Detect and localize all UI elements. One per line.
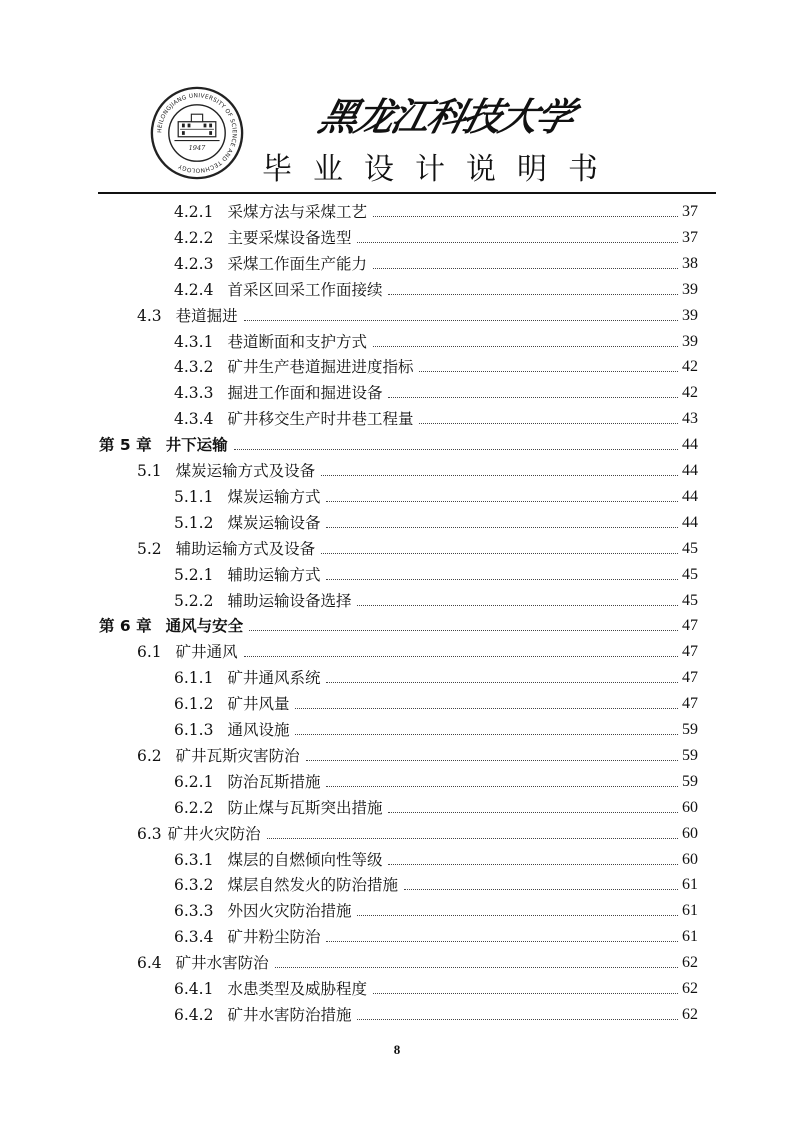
toc-entry [174, 714, 698, 740]
toc-leader-dots [404, 889, 678, 890]
toc-entry-number: 4.3.3 [174, 384, 214, 403]
toc-entry-number: 6.3.4 [174, 928, 214, 947]
toc-entry [174, 403, 698, 429]
toc-entry-page: 45 [682, 591, 698, 609]
toc-entry-page: 44 [682, 436, 698, 454]
toc-leader-dots [321, 475, 678, 476]
toc-entry-number: 4.3.4 [174, 410, 214, 429]
toc-entry [174, 895, 698, 921]
toc-leader-dots [244, 320, 678, 321]
toc-entry-page: 61 [682, 876, 698, 894]
toc-leader-dots [326, 501, 678, 502]
toc-leader-dots [419, 371, 678, 372]
toc-leader-dots [234, 449, 678, 450]
toc-leader-dots [373, 993, 678, 994]
toc-leader-dots [321, 553, 678, 554]
toc-leader-dots [244, 656, 678, 657]
toc-entry-title: 矿井粉尘防治 [227, 928, 321, 947]
toc-entry-title: 辅助运输设备选择 [227, 591, 352, 610]
toc-entry-title: 辅助运输方式及设备 [175, 539, 316, 558]
toc-leader-dots [357, 242, 678, 243]
toc-entry-title: 矿井风量 [227, 695, 290, 714]
toc-entry-title: 煤炭运输方式及设备 [175, 462, 316, 480]
toc-leader-dots [373, 216, 678, 217]
toc-entry-title: 巷道掘进 [175, 306, 238, 325]
toc-leader-dots [326, 941, 678, 942]
toc-leader-dots [357, 605, 678, 606]
toc-entry [174, 222, 698, 248]
toc-leader-dots [267, 838, 678, 839]
toc-leader-dots [357, 1019, 678, 1020]
toc-entry [174, 792, 698, 818]
page-header [0, 0, 794, 196]
toc-entry-title: 采煤方法与采煤工艺 [227, 203, 367, 221]
toc-entry-page: 47 [682, 695, 698, 713]
toc-entry-title: 首采区回采工作面接续 [227, 280, 383, 299]
toc-entry-page: 61 [682, 902, 698, 920]
toc-entry-number: 6.1.2 [174, 695, 214, 714]
toc-entry-title: 矿井水害防治 [175, 954, 269, 973]
toc-entry-title: 矿井水害防治措施 [227, 1005, 352, 1024]
toc-entry-number: 第 5 章 [99, 436, 152, 455]
toc-entry-number: 4.2.1 [174, 203, 214, 221]
toc-entry-page: 45 [682, 539, 698, 557]
toc-entry-page: 47 [682, 669, 698, 687]
toc-entry-title: 通风与安全 [165, 617, 244, 636]
header-rule [98, 192, 716, 194]
toc-entry-number: 5.1 [137, 462, 162, 480]
toc-entry [99, 429, 698, 455]
toc-leader-dots [388, 294, 678, 295]
toc-entry-number: 4.2.2 [174, 228, 214, 247]
toc-entry-page: 37 [682, 203, 698, 220]
toc-entry [174, 585, 698, 611]
toc-entry-page: 60 [682, 850, 698, 868]
toc-entry-number: 6.3.1 [174, 850, 214, 869]
toc-leader-dots [326, 527, 678, 528]
toc-entry-title: 辅助运输方式 [227, 565, 321, 584]
toc-leader-dots [388, 864, 678, 865]
toc-entry-number: 第 6 章 [99, 617, 152, 636]
toc-entry [174, 688, 698, 714]
toc-entry-page: 39 [682, 332, 698, 350]
page-number: 8 [393, 1042, 401, 1057]
toc-entry-page: 59 [682, 721, 698, 738]
university-seal-icon [150, 86, 244, 180]
toc-entry-title: 通风设施 [227, 721, 290, 739]
toc-leader-dots [373, 346, 678, 347]
toc-entry-page: 42 [682, 384, 698, 402]
toc-entry-page: 38 [682, 254, 698, 272]
toc-entry-page: 59 [682, 772, 698, 790]
toc-entry [174, 377, 698, 403]
toc-entry-title: 井下运输 [165, 436, 228, 455]
toc-entry-number: 5.2.2 [174, 591, 214, 610]
toc-leader-dots [326, 682, 678, 683]
toc-leader-dots [306, 760, 678, 761]
toc-entry-number: 6.2.1 [174, 772, 214, 791]
svg-text:1947: 1947 [188, 143, 206, 152]
svg-text:HEILONGJIANG UNIVERSITY OF SCI: HEILONGJIANG UNIVERSITY OF SCIENCE AND TECHNOLOGY [157, 93, 237, 173]
toc-entry-page: 44 [682, 462, 698, 479]
toc-entry-title: 防止煤与瓦斯突出措施 [227, 798, 383, 817]
toc-entry [174, 326, 698, 352]
toc-entry-page: 47 [682, 643, 698, 661]
toc-entry-number: 6.3.3 [174, 902, 214, 921]
toc-entry-number: 6.4 [137, 954, 162, 973]
toc-entry-title: 外因火灾防治措施 [227, 902, 352, 921]
toc-entry-number: 6.4.1 [174, 980, 214, 998]
toc-entry-number: 5.1.1 [174, 487, 214, 506]
toc-entry-page: 62 [682, 980, 698, 997]
toc-entry-number: 4.2.3 [174, 254, 214, 273]
toc-entry-page: 60 [682, 798, 698, 816]
toc-entry-title: 水患类型及威胁程度 [227, 980, 367, 998]
toc-entry-title: 矿井瓦斯灾害防治 [175, 746, 300, 765]
document-title: 毕业设计说明书 [262, 152, 619, 187]
toc-entry-title: 煤炭运输方式 [227, 487, 321, 506]
toc-entry-title: 矿井移交生产时井巷工程量 [227, 410, 414, 429]
toc-leader-dots [419, 423, 678, 424]
toc-entry [137, 533, 698, 559]
toc-entry-page: 42 [682, 358, 698, 376]
toc-entry [137, 636, 698, 662]
toc-leader-dots [295, 708, 678, 709]
toc-entry-number: 6.1.3 [174, 721, 214, 739]
toc-entry [174, 351, 698, 377]
toc-entry-number: 6.2.2 [174, 798, 214, 817]
toc-entry [174, 248, 698, 274]
toc-leader-dots [275, 967, 678, 968]
toc-entry [174, 869, 698, 895]
toc-entry-page: 60 [682, 824, 698, 842]
toc-entry-number: 6.3.2 [174, 876, 214, 895]
toc-leader-dots [326, 786, 678, 787]
toc-entry [174, 274, 698, 300]
toc-entry-title: 矿井生产巷道掘进进度指标 [227, 358, 414, 377]
toc-entry [174, 559, 698, 585]
toc-entry [137, 740, 698, 766]
toc-entry [137, 947, 698, 973]
toc-entry [99, 610, 698, 636]
toc-entry-page: 45 [682, 565, 698, 583]
toc-leader-dots [388, 397, 678, 398]
toc-entry [174, 507, 698, 533]
toc-entry [174, 481, 698, 507]
toc-entry-number: 5.2 [137, 539, 162, 558]
toc-entry-page: 37 [682, 228, 698, 246]
toc-entry-number: 4.3.2 [174, 358, 214, 377]
toc-leader-dots [373, 268, 678, 269]
toc-entry-title: 煤层自然发火的防治措施 [227, 876, 398, 895]
toc-entry-title: 主要采煤设备选型 [227, 228, 352, 247]
toc-entry-page: 47 [682, 617, 698, 635]
university-name-calligraphy: 黑龙江科技大学 [314, 94, 578, 139]
toc-leader-dots [326, 579, 678, 580]
toc-entry-title: 矿井火灾防治 [167, 824, 261, 843]
toc-entry [174, 196, 698, 222]
toc-entry [137, 455, 698, 481]
toc-entry [174, 844, 698, 870]
toc-entry-number: 4.3.1 [174, 332, 214, 351]
toc-entry [174, 973, 698, 999]
toc-entry-page: 61 [682, 928, 698, 946]
toc-entry-page: 44 [682, 487, 698, 505]
toc-entry-number: 4.3 [137, 306, 162, 325]
toc-entry [174, 921, 698, 947]
toc-entry-number: 5.1.2 [174, 513, 214, 532]
toc-entry-number: 6.4.2 [174, 1005, 214, 1024]
toc-leader-dots [388, 812, 678, 813]
toc-entry [174, 999, 698, 1025]
toc-entry-number: 6.2 [137, 746, 162, 765]
toc-leader-dots [295, 734, 678, 735]
toc-leader-dots [249, 630, 678, 631]
toc-leader-dots [357, 915, 678, 916]
toc-entry-number: 5.2.1 [174, 565, 214, 584]
toc-entry-title: 防治瓦斯措施 [227, 772, 321, 791]
toc-entry-title: 矿井通风系统 [227, 669, 321, 688]
toc-entry [174, 662, 698, 688]
toc-entry-page: 44 [682, 513, 698, 531]
toc-entry-number: 6.1.1 [174, 669, 214, 688]
toc-entry-title: 采煤工作面生产能力 [227, 254, 367, 273]
toc-entry [137, 818, 698, 844]
toc-entry-page: 39 [682, 280, 698, 298]
toc-entry-title: 煤层的自燃倾向性等级 [227, 850, 383, 869]
toc-entry-page: 39 [682, 306, 698, 324]
toc-entry-number: 6.3 [137, 824, 162, 843]
toc-entry [137, 300, 698, 326]
toc-entry [174, 766, 698, 792]
toc-entry-title: 巷道断面和支护方式 [227, 332, 367, 351]
toc-entry-page: 62 [682, 954, 698, 972]
toc-entry-number: 6.1 [137, 643, 162, 662]
toc-entry-number: 4.2.4 [174, 280, 214, 299]
toc-entry-title: 煤炭运输设备 [227, 513, 321, 532]
toc-entry-page: 62 [682, 1005, 698, 1023]
toc-entry-title: 矿井通风 [175, 643, 238, 662]
toc-entry-page: 43 [682, 410, 698, 428]
toc-entry-page: 59 [682, 746, 698, 764]
toc-entry-title: 掘进工作面和掘进设备 [227, 384, 383, 403]
